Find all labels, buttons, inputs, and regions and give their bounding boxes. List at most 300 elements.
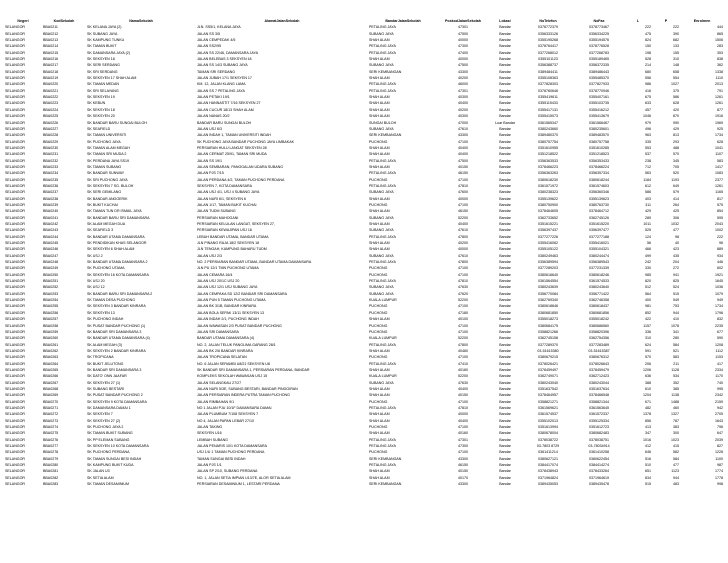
cell-no-telefon: 0361565347 xyxy=(538,120,558,125)
cell-enrolmen: 942 xyxy=(717,405,723,410)
cell-no-fax: 0356357334 xyxy=(589,171,609,176)
cell-bandar: SHAH ALAM xyxy=(369,152,390,157)
cell-no-fax: 0378770946 xyxy=(589,88,609,93)
cell-enrolmen: 602 xyxy=(717,266,723,271)
cell-lelaki: 403 xyxy=(645,196,651,201)
cell-bandar: PETALING JAYA xyxy=(369,361,396,366)
cell-enrolmen: 1228 xyxy=(715,450,723,455)
cell-enrolmen: 1110 xyxy=(715,76,723,81)
cell-bandar: PUCHONG xyxy=(369,310,388,315)
cell-perempuan: 423 xyxy=(673,247,679,252)
cell-negeri: SELANGOR xyxy=(5,202,25,207)
cell-bandar: SHAH ALAM xyxy=(369,164,390,169)
cell-nama-sekolah: SK SEKSYEN 19 xyxy=(87,95,115,100)
cell-no-telefon: 0351610955 xyxy=(538,145,558,150)
cell-enrolmen: 796 xyxy=(717,425,723,429)
cell-kod-sekolah: BBA0259 xyxy=(43,329,59,334)
header-bandar: BandarJalanSekolah xyxy=(385,19,421,23)
cell-bandar: SERI KEMBANGAN xyxy=(369,482,402,487)
cell-lokasi: Bandar xyxy=(499,342,511,347)
cell-negeri: SELANGOR xyxy=(5,107,25,112)
cell-perempuan: 1193 xyxy=(671,177,679,182)
cell-lokasi: Bandar xyxy=(499,260,511,265)
cell-bandar: SHAH ALAM xyxy=(369,348,390,353)
cell-kod-sekolah: BBA0226 xyxy=(43,120,59,125)
cell-poskod: 47610 xyxy=(458,126,468,131)
cell-kod-sekolah: BBA0214 xyxy=(43,44,59,49)
cell-kod-sekolah: BBA0261 xyxy=(43,342,59,347)
cell-bandar: SUBANG JAYA xyxy=(369,253,394,258)
cell-lelaki: 636 xyxy=(645,374,651,379)
cell-poskod: 40150 xyxy=(458,469,468,474)
cell-alamat: JALAN CUCUR 18/13 SHAH ALAM xyxy=(197,107,254,112)
cell-lelaki: 570 xyxy=(645,355,651,360)
cell-kod-sekolah: BBA0250 xyxy=(43,272,59,277)
cell-negeri: SELANGOR xyxy=(5,253,25,258)
cell-no-telefon: 0356389594 xyxy=(538,260,558,265)
cell-poskod: 47800 xyxy=(458,234,468,239)
cell-perempuan: 549 xyxy=(673,298,679,303)
header-lelaki: L xyxy=(636,19,640,23)
cell-lokasi: Bandar xyxy=(499,463,511,468)
cell-kod-sekolah: BBA0229 xyxy=(43,139,59,144)
cell-kod-sekolah: BBA0263 xyxy=(43,355,59,360)
cell-kod-sekolah: BBA0272 xyxy=(43,412,59,417)
cell-no-fax: 0378464712 xyxy=(589,209,609,214)
cell-kod-sekolah: BBA0239 xyxy=(43,202,59,207)
cell-bandar: PETALING JAYA xyxy=(369,183,396,188)
cell-negeri: SELANGOR xyxy=(5,380,25,385)
cell-alamat: JALAN SS 22/46, DAMANSARA JAYA xyxy=(197,50,258,55)
cell-no-fax: 0356771422 xyxy=(589,291,609,296)
cell-negeri: SELANGOR xyxy=(5,234,25,239)
cell-no-telefon: 0377277226 xyxy=(538,234,558,239)
cell-kod-sekolah: BBA0241 xyxy=(43,215,59,220)
cell-perempuan: 524 xyxy=(673,285,679,290)
cell-enrolmen: 1796 xyxy=(715,310,723,315)
cell-lelaki: 834 xyxy=(645,475,651,480)
cell-nama-sekolah: SK SEKSYEN 10 KOTA DAMANSARA xyxy=(87,444,149,449)
cell-no-telefon: 0361571972 xyxy=(538,183,558,188)
cell-no-fax: 0380763730 xyxy=(589,202,609,207)
cell-bandar: SHAH ALAM xyxy=(369,367,390,372)
cell-enrolmen: 362 xyxy=(717,63,723,68)
cell-no-telefon: 0355195268 xyxy=(538,38,558,43)
cell-lelaki: 586 xyxy=(645,190,651,195)
cell-kod-sekolah: BBA0219 xyxy=(43,76,59,81)
cell-negeri: SELANGOR xyxy=(5,336,25,341)
cell-lelaki: 330 xyxy=(645,266,651,271)
cell-lelaki: 563 xyxy=(645,171,651,176)
cell-perempuan: 570 xyxy=(673,152,679,157)
cell-poskod: 52200 xyxy=(458,298,468,303)
cell-negeri: SELANGOR xyxy=(5,177,25,182)
cell-no-telefon: 0355108363 xyxy=(538,76,558,81)
cell-kod-sekolah: BBA0255 xyxy=(43,304,59,309)
cell-lelaki: 510 xyxy=(645,463,651,468)
cell-enrolmen: 677 xyxy=(717,329,723,334)
cell-alamat: NO. 6 JALAN SERAMBI U8/21 SEKSYEN U8 xyxy=(197,361,270,366)
cell-bandar: SUBANG JAYA xyxy=(369,63,394,68)
cell-lelaki: 206 xyxy=(645,361,651,366)
cell-kod-sekolah: BBA0266 xyxy=(43,374,59,379)
cell-poskod: 40000 xyxy=(458,247,468,252)
cell-bandar: PUCHONG xyxy=(369,177,388,182)
cell-lokasi: Bandar xyxy=(499,101,511,106)
cell-poskod: 40400 xyxy=(458,145,468,150)
cell-no-telefon: 0355416062 xyxy=(538,241,558,246)
cell-kod-sekolah: BBA0235 xyxy=(43,177,59,182)
cell-no-telefon: 03-51615380 xyxy=(537,348,559,353)
cell-poskod: 47610 xyxy=(458,228,468,233)
cell-kod-sekolah: BBA0262 xyxy=(43,348,59,353)
cell-no-fax: 0362745126 xyxy=(589,215,609,220)
cell-perempuan: 682 xyxy=(673,38,679,43)
cell-enrolmen: 934 xyxy=(717,253,723,258)
cell-no-fax: 0355194576 xyxy=(589,38,609,43)
cell-poskod: 47000 xyxy=(458,120,468,125)
cell-lokasi: Bandar xyxy=(499,336,511,341)
cell-perempuan: 1027 xyxy=(671,82,679,87)
cell-perempuan: 155 xyxy=(673,50,679,55)
cell-no-fax: 0361410258 xyxy=(589,450,609,455)
cell-no-fax: 0361566467 xyxy=(589,120,609,125)
cell-no-fax: 0362746358 xyxy=(589,298,609,303)
cell-nama-sekolah: SK SRI SELAYANG xyxy=(87,88,119,93)
cell-lelaki: 624 xyxy=(645,342,651,347)
cell-no-fax: 0356372335 xyxy=(589,63,609,68)
cell-negeri: SELANGOR xyxy=(5,310,25,315)
cell-no-fax: 0355103735 xyxy=(589,101,609,106)
cell-no-fax: 0389435478 xyxy=(589,482,609,487)
cell-poskod: 47500 xyxy=(458,63,468,68)
cell-lelaki: 985 xyxy=(645,272,651,277)
cell-kod-sekolah: BBA0245 xyxy=(43,241,59,246)
cell-enrolmen: 2705 xyxy=(715,412,723,417)
cell-no-fax: 0377827933 xyxy=(589,82,609,87)
cell-poskod: 47300 xyxy=(458,444,468,449)
cell-nama-sekolah: SK SEKSYEN 27 (2) xyxy=(87,418,121,423)
cell-no-telefon: 0378764417 xyxy=(538,44,558,49)
cell-bandar: KUALA LUMPUR xyxy=(369,374,397,379)
cell-perempuan: 1488 xyxy=(671,399,679,404)
cell-no-telefon: 0389435053 xyxy=(538,482,558,487)
cell-lelaki: 1046 xyxy=(643,114,651,119)
cell-no-telefon: 0378466223 xyxy=(538,164,558,169)
cell-lelaki: 198 xyxy=(645,50,651,55)
cell-perempuan: 944 xyxy=(673,475,679,480)
cell-nama-sekolah: SK SEKSYEN 6 SHAH ALAM xyxy=(87,247,135,252)
cell-poskod: 47100 xyxy=(458,450,468,455)
cell-alamat: JALAN SS2/95 xyxy=(197,44,221,49)
cell-lelaki: 466 xyxy=(645,247,651,252)
cell-lokasi: Bandar xyxy=(499,266,511,271)
cell-negeri: SELANGOR xyxy=(5,272,25,277)
cell-kod-sekolah: BBA0221 xyxy=(43,88,59,93)
cell-alamat: PERSIARAN KEWAJIPAN USJ 16 xyxy=(197,228,252,233)
cell-poskod: 47400 xyxy=(458,50,468,55)
cell-lokasi: Bandar xyxy=(499,329,511,334)
cell-lelaki: 981 xyxy=(645,304,651,309)
cell-lelaki: 515 xyxy=(645,482,651,487)
cell-lelaki: 556 xyxy=(645,76,651,81)
cell-no-telefon: 03-7803 8729 xyxy=(536,444,560,449)
cell-nama-sekolah: SK TAMAN ALAM MEGAH xyxy=(87,145,130,150)
cell-no-telefon: 0380679215 xyxy=(538,355,558,360)
cell-poskod: 40400 xyxy=(458,101,468,106)
cell-nama-sekolah: SK TAMAN SUBANG xyxy=(87,164,122,169)
cell-negeri: SELANGOR xyxy=(5,44,25,49)
cell-lelaki: 646 xyxy=(645,450,651,455)
cell-nama-sekolah: SK TAMAN BUKIT xyxy=(87,44,117,49)
cell-no-telefon: 0380678004 xyxy=(538,431,558,436)
cell-perempuan: 1327 xyxy=(671,412,679,417)
cell-lokasi: Bandar xyxy=(499,298,511,303)
cell-poskod: 40150 xyxy=(458,164,468,169)
cell-poskod: 52200 xyxy=(458,374,468,379)
cell-bandar: SERI KEMBANGAN xyxy=(369,456,402,461)
cell-bandar: PUCHONG xyxy=(369,323,388,328)
cell-negeri: SELANGOR xyxy=(5,418,25,423)
cell-alamat: JALAN JUBAH 17/1 SEKSYEN 17 xyxy=(197,76,252,81)
cell-negeri: SELANGOR xyxy=(5,342,25,347)
cell-kod-sekolah: BBA0244 xyxy=(43,234,59,239)
cell-bandar: PETALING JAYA xyxy=(369,82,396,87)
cell-lelaki: 1184 xyxy=(643,177,651,182)
cell-alamat: NO. 1, JALAN SETIA IMPIAN U13/7E, ALOR SETIA ALAM xyxy=(197,475,291,480)
cell-perempuan: 429 xyxy=(673,126,679,131)
cell-nama-sekolah: SK TAMAN UNIVERSITI xyxy=(87,133,127,138)
cell-kod-sekolah: BBA0264 xyxy=(43,361,59,366)
cell-alamat: PERSIARAN HULU LANGAT SEKSYEN 28 xyxy=(197,145,267,150)
cell-lokasi: Bandar xyxy=(499,222,511,226)
cell-lokasi: Bandar xyxy=(499,317,511,322)
cell-alamat: BANDAR BARU SUNGAI BULOH xyxy=(197,120,252,125)
cell-nama-sekolah: SK BANDAR SRI DAMANSARA 3 xyxy=(87,329,142,334)
cell-perempuan: 300 xyxy=(673,431,679,436)
cell-no-fax: 0355413679 xyxy=(589,114,609,119)
cell-lelaki: 963 xyxy=(645,133,651,138)
cell-no-fax: 0380686560 xyxy=(589,323,609,328)
cell-poskod: 47300 xyxy=(458,44,468,49)
header-perempuan: P xyxy=(664,19,668,23)
cell-alamat: KOMPLEKS SEKOLAH WAWASAN USJ 15 xyxy=(197,374,268,379)
cell-poskod: 47610 xyxy=(458,253,468,258)
cell-poskod: 47100 xyxy=(458,425,468,429)
cell-perempuan: 584 xyxy=(673,456,679,461)
cell-lelaki: 475 xyxy=(645,31,651,36)
cell-perempuan: 941 xyxy=(673,272,679,277)
cell-enrolmen: 740 xyxy=(717,380,723,385)
cell-lokasi: Bandar xyxy=(499,177,511,182)
cell-kod-sekolah: BBA0237 xyxy=(43,190,59,195)
cell-lelaki: 413 xyxy=(645,425,651,429)
cell-alamat: JALAN HANNASTIT 7/16 SEKSYEN 27 xyxy=(197,101,261,106)
cell-lelaki: 528 xyxy=(645,57,651,62)
cell-poskod: 47500 xyxy=(458,31,468,36)
cell-alamat: NO 1 JALAN PJU 10/1F DAMANSARA DAMAI xyxy=(197,405,272,410)
cell-poskod: 47100 xyxy=(458,329,468,334)
cell-lelaki: 591 xyxy=(645,348,651,353)
cell-poskod: 47100 xyxy=(458,272,468,277)
cell-no-telefon: 0378772379 xyxy=(538,25,558,30)
cell-negeri: SELANGOR xyxy=(5,348,25,353)
cell-nama-sekolah: SK TAMAN SUNGAI BESI INDAH xyxy=(87,456,142,461)
cell-poskod: 47100 xyxy=(458,139,468,144)
cell-no-telefon: 0362733652 xyxy=(538,215,558,220)
cell-lelaki: 289 xyxy=(645,215,651,220)
cell-lokasi: Bandar xyxy=(499,82,511,87)
cell-enrolmen: 595 xyxy=(717,215,723,220)
cell-bandar: PUCHONG xyxy=(369,266,388,271)
cell-bandar: PETALING JAYA xyxy=(369,171,396,176)
cell-nama-sekolah: SK BANDAR SUNWAY xyxy=(87,171,125,176)
cell-no-telefon: 0380681850 xyxy=(538,310,558,315)
cell-no-fax: 0378773467 xyxy=(589,25,609,30)
cell-negeri: SELANGOR xyxy=(5,31,25,36)
cell-negeri: SELANGOR xyxy=(5,279,25,284)
cell-negeri: SELANGOR xyxy=(5,298,25,303)
cell-nama-sekolah: SK PUCHONG JAYA xyxy=(87,139,121,144)
cell-negeri: SELANGOR xyxy=(5,171,25,176)
cell-nama-sekolah: SK BANDAR BARU SRI DAMANSARA 2 xyxy=(87,291,153,296)
cell-nama-sekolah: SK DAMANSARA JAYA (2) xyxy=(87,50,131,55)
cell-poskod: 40400 xyxy=(458,222,468,226)
cell-perempuan: 341 xyxy=(673,329,679,334)
cell-nama-sekolah: SK USJ 2 xyxy=(87,253,103,258)
cell-no-telefon: 0378464957 xyxy=(538,393,558,398)
cell-lokasi: Bandar xyxy=(499,304,511,309)
cell-lelaki: 496 xyxy=(645,126,651,131)
cell-enrolmen: 628 xyxy=(717,139,723,144)
cell-perempuan: 310 xyxy=(673,57,679,62)
cell-nama-sekolah: SK PUCHONG INDAH xyxy=(87,317,124,322)
cell-nama-sekolah: SK ALAM MEGAH (3) xyxy=(87,342,122,347)
cell-kod-sekolah: BBA0225 xyxy=(43,114,59,119)
cell-lokasi: Bandar xyxy=(499,31,511,36)
cell-negeri: SELANGOR xyxy=(5,50,25,55)
cell-negeri: SELANGOR xyxy=(5,431,25,436)
cell-lokasi: Bandar xyxy=(499,164,511,169)
cell-no-telefon: 0380243639 xyxy=(538,285,558,290)
cell-negeri: SELANGOR xyxy=(5,164,25,169)
cell-nama-sekolah: SK TROPICANA xyxy=(87,355,114,360)
cell-perempuan: 813 xyxy=(673,133,679,138)
cell-poskod: 52200 xyxy=(458,336,468,341)
cell-poskod: 40200 xyxy=(458,241,468,246)
cell-enrolmen: 283 xyxy=(717,44,723,49)
cell-lelaki: 422 xyxy=(645,317,651,322)
cell-no-fax: 0361563645 xyxy=(589,405,609,410)
cell-no-fax: 0380681856 xyxy=(589,310,609,315)
cell-lelaki: 651 xyxy=(645,469,651,474)
cell-lelaki: 214 xyxy=(645,63,651,68)
cell-lokasi: Bandar xyxy=(499,272,511,277)
cell-enrolmen: 444 xyxy=(717,25,723,30)
header-enrolmen: Enrolmen xyxy=(693,19,711,23)
cell-lelaki: 1206 xyxy=(643,367,651,372)
cell-lelaki: 238 xyxy=(645,158,651,163)
cell-kod-sekolah: BBA0233 xyxy=(43,164,59,169)
cell-alamat: JALAN USJ 4/1, USJ 4 SUBANG JAYA xyxy=(197,190,260,195)
cell-lokasi: Bandar xyxy=(499,158,511,163)
cell-alamat: JLN TENGAH, KAMPUNG BAHARU TUDM xyxy=(197,247,267,252)
cell-lokasi: Bandar xyxy=(499,202,511,207)
cell-negeri: SELANGOR xyxy=(5,133,25,138)
cell-lokasi: Bandar xyxy=(499,209,511,214)
cell-kod-sekolah: BBA0240 xyxy=(43,209,59,214)
cell-kod-sekolah: BBA0213 xyxy=(43,38,59,43)
cell-lokasi: Bandar xyxy=(499,437,511,442)
cell-bandar: PETALING JAYA xyxy=(369,158,396,163)
cell-no-fax: 0355125334 xyxy=(589,418,609,423)
cell-alamat: SEKSYEN 7, KOTA DAMANSARA xyxy=(197,183,253,188)
cell-lelaki: 680 xyxy=(645,69,651,74)
cell-alamat: JALAN BK 2/6 BANDAR KINRARA xyxy=(197,348,253,353)
cell-poskod: 40400 xyxy=(458,152,468,157)
cell-alamat: JALAN NURI 5/3E, SUBANG BESTARI, BANDAR PINGGIRAN xyxy=(197,386,298,391)
cell-lokasi: Bandar xyxy=(499,152,511,157)
cell-no-fax: 0389483570 xyxy=(589,133,609,138)
cell-negeri: SELANGOR xyxy=(5,266,25,271)
cell-enrolmen: 647 xyxy=(717,431,723,436)
cell-no-telefon: 0355419611 xyxy=(538,95,558,100)
cell-enrolmen: 1506 xyxy=(715,38,723,43)
cell-negeri: SELANGOR xyxy=(5,444,25,449)
cell-kod-sekolah: BBA0280 xyxy=(43,463,59,468)
cell-perempuan: 488 xyxy=(673,145,679,150)
cell-no-fax: 0380676312 xyxy=(589,355,609,360)
cell-negeri: SELANGOR xyxy=(5,399,25,404)
cell-enrolmen: 1208 xyxy=(715,342,723,347)
cell-lokasi: Bandar xyxy=(499,57,511,62)
cell-nama-sekolah: SK SEKSYEN 27 (1) xyxy=(87,380,121,385)
cell-no-fax: 0377268783 xyxy=(589,50,609,55)
cell-lokasi: Bandar xyxy=(499,234,511,239)
cell-kod-sekolah: BBA0217 xyxy=(43,63,59,68)
cell-negeri: SELANGOR xyxy=(5,190,25,195)
cell-negeri: SELANGOR xyxy=(5,126,25,131)
cell-no-telefon: 0356333126 xyxy=(538,31,558,36)
cell-nama-sekolah: SK PUCHONG UTAMA xyxy=(87,266,125,271)
cell-kod-sekolah: BBA0227 xyxy=(43,126,59,131)
cell-negeri: SELANGOR xyxy=(5,260,25,265)
cell-lokasi: Bandar xyxy=(499,126,511,131)
table-body xyxy=(4,24,724,487)
cell-negeri: SELANGOR xyxy=(5,304,25,309)
cell-no-telefon: 0356363533 xyxy=(538,158,558,163)
cell-no-fax: 0358820396 xyxy=(589,329,609,334)
cell-poskod: 40000 xyxy=(458,412,468,417)
cell-bandar: PETALING JAYA xyxy=(369,463,396,468)
cell-poskod: 47810 xyxy=(458,405,468,410)
cell-no-telefon: 0371964824 xyxy=(538,475,558,480)
cell-no-fax: 0380243640 xyxy=(589,285,609,290)
cell-alamat: JALAN USJ 20/1C USJ 20 xyxy=(197,279,240,284)
cell-alamat: JALAN USJ 2/3 xyxy=(197,253,222,258)
cell-perempuan: 534 xyxy=(673,374,679,379)
cell-lokasi: Bandar xyxy=(499,310,511,315)
cell-alamat: JALAN SEMBARAN, PANGGALAN UDARA SUBANG xyxy=(197,164,284,169)
cell-enrolmen: 1734 xyxy=(715,304,723,309)
cell-lokasi: Bandar xyxy=(499,412,511,417)
cell-bandar: SHAH ALAM xyxy=(369,393,390,398)
cell-alamat: JALAN PUN 5 TAMAN PUCHONG UTAMA xyxy=(197,298,266,303)
cell-lokasi: Bandar xyxy=(499,399,511,404)
cell-no-fax: 0355416212 xyxy=(589,107,609,112)
cell-no-fax: 0355485370 xyxy=(589,76,609,81)
cell-bandar: PUCHONG xyxy=(369,202,388,207)
